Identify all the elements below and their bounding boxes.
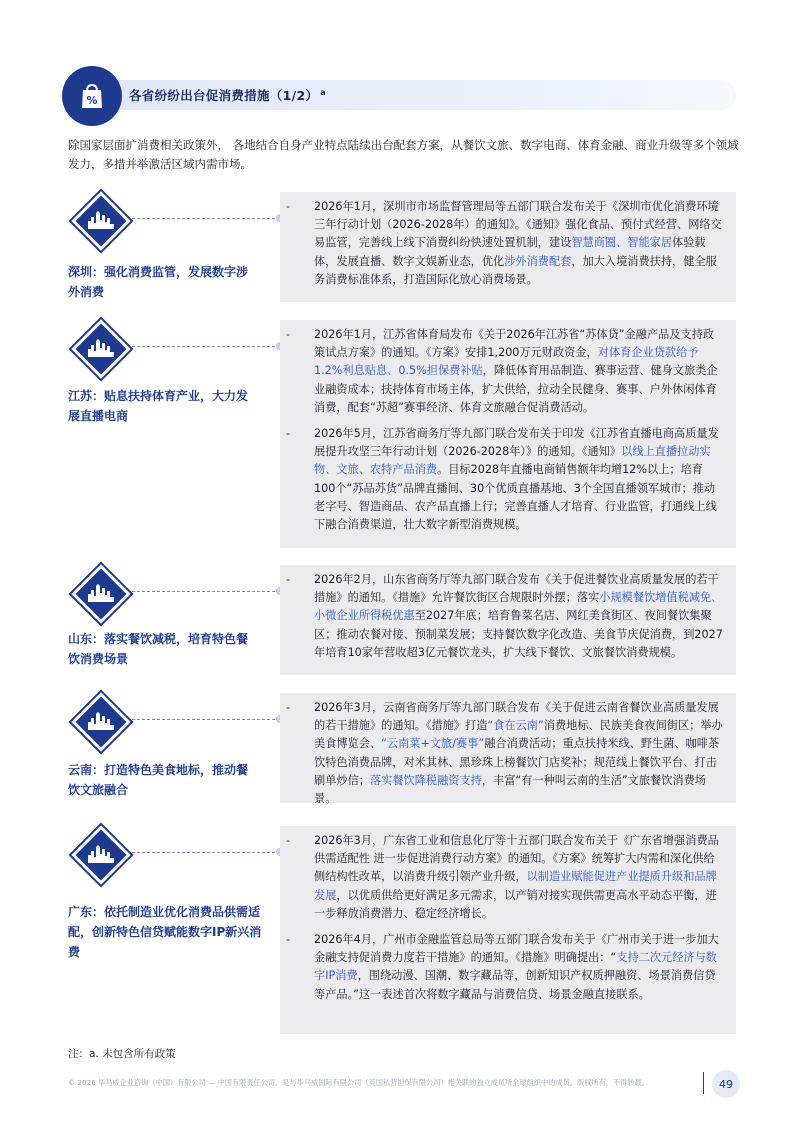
highlight-text: 智慧商圈、智能家居 — [571, 236, 673, 250]
bullet-dash: - — [286, 933, 291, 947]
bullet-dash: - — [286, 701, 291, 714]
policy-bullet — [280, 425, 724, 534]
policy-text-box — [280, 320, 736, 548]
highlight-text: 以制造业赋能促进产业提质升级和品牌发展 — [314, 870, 717, 902]
footer-divider — [703, 1072, 704, 1094]
body-text: 2026年3月，云南省商务厅等九部门联合发布《关于促进云南省餐饮业高质量发展的若干措施》的通知。《措施》打造 — [314, 701, 719, 733]
policy-text-box — [280, 192, 736, 302]
body-text: 融合消费活动；重点扶持米线、野生菌、咖啡茶饮特色消费品牌，对米其林、黑珍珠上榜餐饮门店奖补；规范线上餐饮平台、打击刷单炒信； — [314, 737, 720, 787]
policy-text-box — [280, 826, 736, 1034]
section-label: 江苏：贴息扶持体育产业，大力发展直播电商 — [68, 389, 249, 423]
policy-bullet — [280, 832, 724, 923]
page-title: 各省纷纷出台促消费措施（1/2） $^a$ — [129, 87, 326, 103]
policy-bullet — [280, 326, 724, 417]
policy-bullet — [280, 198, 724, 289]
connector-line — [132, 719, 280, 720]
city-skyline-icon — [68, 822, 134, 888]
body-text: 2026年4月，广州市金融监管总局等五部门联合发布关于《广州市关于进一步加大金融支持促消费力度若干措施》的通知。《措施》明确提出：“ — [314, 933, 719, 965]
bullet-dash: - — [286, 200, 291, 213]
city-skyline-icon — [68, 316, 134, 382]
shopping-bag-percent-icon — [62, 66, 122, 126]
policy-text-box — [280, 565, 736, 675]
body-text: 消费地标、民族美食夜间街区；举办美食博览会、 — [314, 719, 723, 751]
policy-bullet — [280, 699, 724, 808]
highlight-text: 对体育企业贷款给予1.2%利息贴息、0.5%担保费补贴 — [314, 346, 699, 378]
body-text: ，降低体育用品制造、赛事运营、健身文旅类企业融资成本；扶持体育市场主体，扩大供给，拉动全民健身、赛事、户外休闲体育消费，配套“苏超”赛事经济、体育文旅融合促消费活动。 — [314, 364, 718, 414]
policy-text-box — [280, 693, 736, 806]
body-text: ，围绕动漫、国潮、数字藏品等，创新知识产权质押融资、场景消费信贷等产品。”这一表述首次将数字藏品与消费信贷、场景金融直接联系。 — [314, 969, 716, 1001]
section-label: 深圳：强化消费监管，发展数字涉外消费 — [68, 265, 249, 299]
city-skyline-icon — [68, 561, 134, 627]
body-text: 2026年1月，江苏省体育局发布《关于2026年江苏省“苏体贷”金融产品及支持政策试点方案》的通知。《方案》安排1,200万元财政资金， — [314, 328, 715, 360]
bullet-dash: - — [286, 834, 291, 847]
highlight-text: 小规模餐饮增值税减免、小微企业所得税优惠 — [314, 591, 723, 623]
body-text: 2026年3月，广东省工业和信息化厅等十五部门联合发布关于《广东省增强消费品供需适配性 进一步促进消费行动方案》的通知。《方案》统筹扩大内需和深化供给侧结构性改革，以消费升级引领产业升级， — [314, 834, 719, 884]
section-label: 云南：打造特色美食地标，推动餐饮文旅融合 — [68, 763, 249, 797]
bullet-dash: - — [286, 427, 291, 441]
connector-line — [132, 591, 280, 592]
footnote: 注：a. 未包含所有政策 — [68, 1048, 176, 1060]
highlight-text: “食在云南” — [487, 719, 544, 733]
footer-copyright: © 2026 毕马威企业咨询（中国）有限公司 — 中国有限责任公司，是与毕马威国际有限公司（英国私营担保有限公司）相关联的独立成员所全球组织中的成员。版权所有，不得转载。 — [68, 1078, 649, 1087]
connector-line — [132, 852, 280, 853]
city-skyline-icon — [68, 188, 134, 254]
body-text: 2026年2月，山东省商务厅等九部门联合发布《关于促进餐饮业高质量发展的若干措施》的通知。《措施》允许餐饮街区合规限时外摆；落实 — [314, 573, 719, 605]
highlight-text: 以线上直播拉动实物、文旅、农特产品消费 — [314, 445, 711, 477]
intro-paragraph: 除国家层面扩消费相关政策外， 各地结合自身产业特点陆续出台配套方案，从餐饮文旅、数字电商、体育金融、商业升级等多个领域发力，多措并举激活区域内需市场。 — [68, 138, 739, 171]
body-text: ，丰富“有一种叫云南的生活”文旅餐饮消费场景。 — [314, 773, 706, 806]
highlight-text: 涉外消费配套 — [504, 254, 572, 268]
body-text: ，加大入境消费扶持，健全服务消费标准体系，打造国际化放心消费场景。 — [314, 254, 717, 286]
body-text: 体验载体，发展直播、数字文娱新业态，优化 — [314, 236, 706, 268]
body-text: 至2027年底；培育鲁菜名店、网红美食街区、夜间餐饮集聚区；推动农餐对接、预制菜发展；支持餐饮数字化改造、美食节庆促消费，到2027年培育10家年营收超3亿元餐饮龙头，扩大线下餐饮、文旅餐饮消费规模。 — [314, 609, 723, 659]
highlight-text: “云南菜+文旅/赛事” — [381, 737, 485, 751]
page-number: 49 — [712, 1070, 740, 1098]
body-text: 。目标2028年直播电商销售额年均增12%以上；培育100个“苏品苏货”品牌直播间、30个优质直播基地、3个全国直播领军城市；推动老字号、智造商品、农产品直播上行；完善直播人才培育、行业监管，打通线上线下融合消费渠道，壮大数字新型消费规模。 — [314, 463, 717, 532]
body-text: ，以优质供给更好满足多元需求，以产销对接实现供需更高水平动态平衡，进一步释放消费潜力、稳定经济增长。 — [314, 888, 717, 920]
section-label: 山东：落实餐饮减税，培育特色餐饮消费场景 — [68, 632, 249, 666]
connector-line — [132, 346, 280, 347]
policy-bullet — [280, 571, 724, 662]
svg-text:%: % — [86, 94, 98, 107]
body-text: 2026年1月，深圳市市场监督管理局等五部门联合发布关于《深圳市优化消费环境三年行动计划（2026-2028年）的通知》。《通知》强化食品、预付式经营、网络交易监管，完善线上线下消费纠纷快速处置机制，建设 — [314, 200, 722, 250]
policy-bullet — [280, 931, 724, 1004]
highlight-text: 落实餐饮降税融资支持 — [369, 773, 482, 787]
bullet-dash: - — [286, 328, 291, 341]
connector-line — [132, 218, 280, 219]
bullet-dash: - — [286, 573, 291, 586]
highlight-text: 支持二次元经济与数字IP消费 — [314, 951, 717, 983]
section-label: 广东：依托制造业优化消费品供需适配，创新特色信贷赋能数字IP新兴消费 — [68, 905, 262, 959]
body-text: 2026年5月，江苏省商务厅等九部门联合发布关于印发《江苏省直播电商高质量发展提升攻坚三年行动计划（2026-2028年）》的通知。《通知》 — [314, 427, 719, 459]
city-skyline-icon — [68, 689, 134, 755]
